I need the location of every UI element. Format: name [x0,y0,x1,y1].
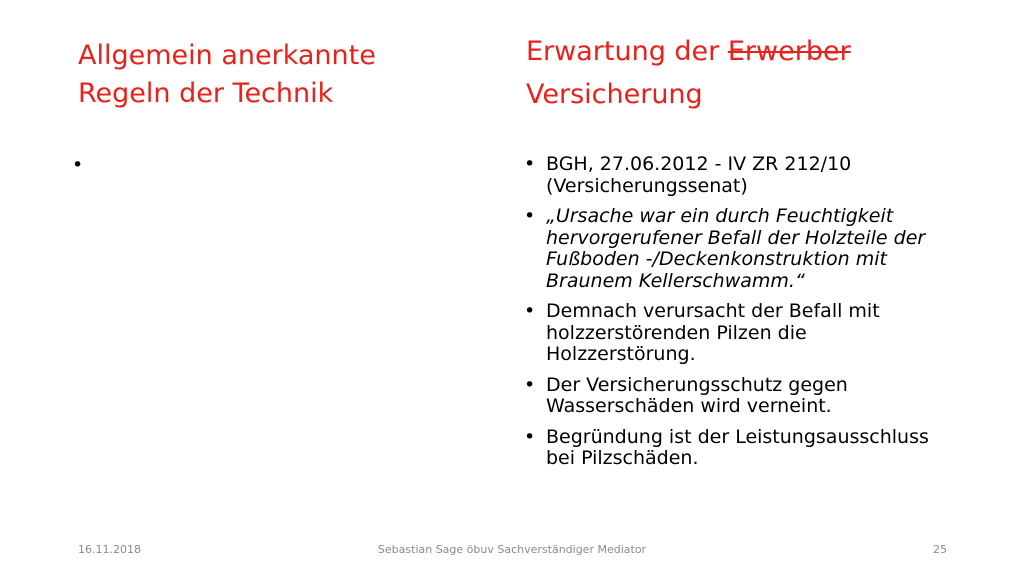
footer-date: 16.11.2018 [78,543,141,556]
footer-author: Sebastian Sage öbuv Sachverständiger Mediator [377,543,647,556]
right-heading-line2: Versicherung [526,79,703,110]
list-item [522,427,952,470]
bullet-text: Begründung ist der Leistungsausschluss bei Pilzschäden. [546,425,929,469]
right-column-heading [526,30,966,116]
bullet-icon: • [72,154,84,176]
left-heading-line2: Regeln der Technik [78,78,334,109]
bullet-text: Demnach verursacht der Befall mit holzzerstörenden Pilzen die Holzzerstörung. [546,300,880,365]
list-item [522,154,952,197]
right-heading-prefix: Erwartung der [526,36,728,67]
list-item [522,375,952,418]
right-heading-struck-word: Erwerber [727,36,851,67]
list-item [522,206,952,292]
left-heading-line1: Allgemein anerkannte [78,40,376,71]
bullet-text: Der Versicherungsschutz gegen Wasserschäden wird verneint. [546,373,848,417]
bullet-icon: • [524,205,536,227]
left-bullet-list [70,154,450,176]
list-item [522,301,952,366]
left-column-heading [78,37,458,113]
bullet-icon: • [524,373,536,396]
bullet-icon: • [524,425,536,448]
footer-page-number: 25 [933,543,947,556]
bullet-icon: • [524,153,536,175]
bullet-icon: • [524,300,536,322]
bullet-quote-text: „Ursache war ein durch Feuchtigkeit hervorgerufener Befall der Holzteile der Fußboden -/Deckenkonstruktion mit Braunem Kellerschwamm.“ [546,205,926,292]
right-bullet-list [522,154,952,479]
bullet-text: BGH, 27.06.2012 - IV ZR 212/10 (Versicherungssenat) [546,153,852,197]
